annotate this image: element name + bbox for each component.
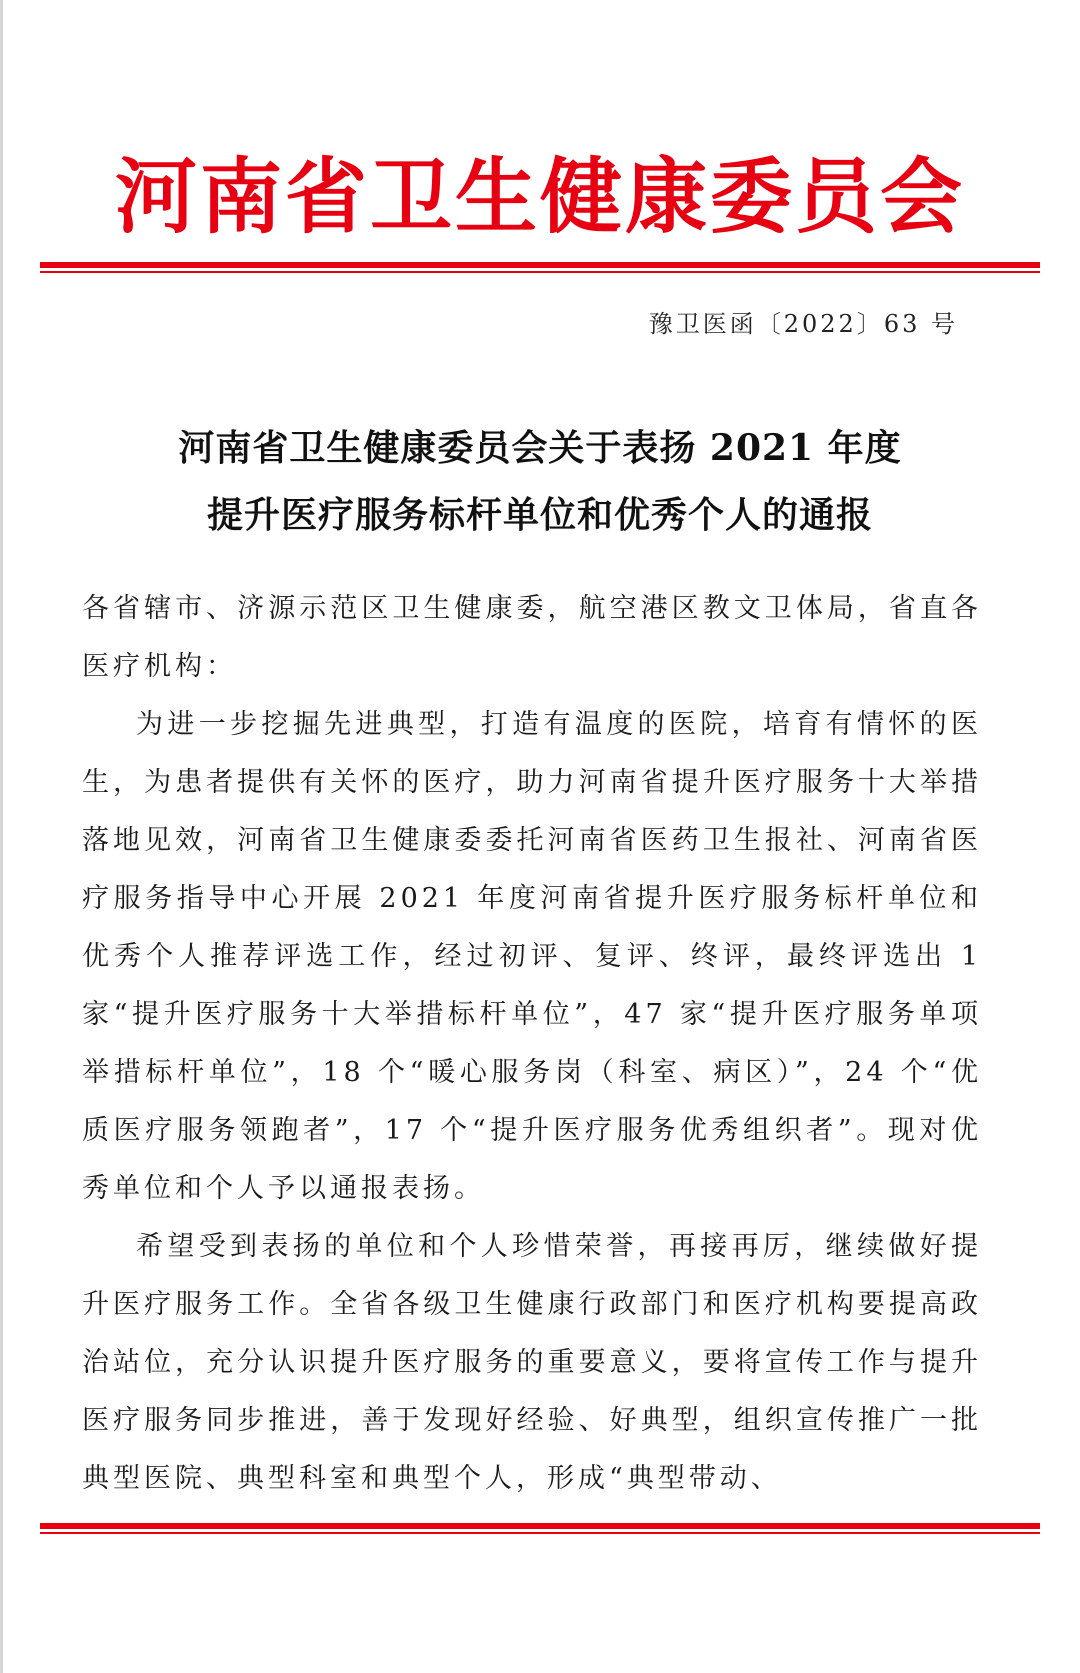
document-body bbox=[82, 580, 982, 1508]
addressee: 各省辖市、济源示范区卫生健康委，航空港区教文卫体局，省直各医疗机构： bbox=[82, 593, 982, 682]
footer-rule-thick-line bbox=[40, 1523, 1040, 1529]
header-rule-thin-line bbox=[40, 271, 1040, 273]
document-number: 豫卫医函〔2022〕63 号 bbox=[648, 310, 958, 338]
document-title-line-1: 河南省卫生健康委员会关于表扬 2021 年度 bbox=[178, 427, 902, 469]
body-paragraph-1: 为进一步挖掘先进典型，打造有温度的医院，培育有情怀的医生，为患者提供有关怀的医疗，助力河南省提升医疗服务十大举措落地见效，河南省卫生健康委委托河南省医药卫生报社、河南省医疗服务指导中心开展 2021 年度河南省提升医疗服务标杆单位和优秀个人推荐评选工作，经过初评、复评、终评，最终评选出 1 家“提升医疗服务十大举措标杆单位”，47 家“提升医疗服务单项举措标杆单位”，18 个“暖心服务岗（科室、病区）”，24 个“优质医疗服务领跑者”，17 个“提升医疗服务优秀组织者”。现对优秀单位和个人予以通报表扬。 bbox=[82, 709, 982, 1204]
page-edge bbox=[0, 0, 3, 1673]
header-red-rule bbox=[40, 262, 1040, 273]
footer-red-rule bbox=[40, 1523, 1040, 1534]
masthead-title: 河南省卫生健康委员会 bbox=[114, 150, 965, 245]
header-rule-thick-line bbox=[40, 262, 1040, 268]
footer-rule-thin-line bbox=[40, 1532, 1040, 1534]
document-title-line-2: 提升医疗服务标杆单位和优秀个人的通报 bbox=[206, 494, 873, 536]
body-paragraph-2: 希望受到表扬的单位和个人珍惜荣誉，再接再厉，继续做好提升医疗服务工作。全省各级卫生健康行政部门和医疗机构要提高政治站位，充分认识提升医疗服务的重要意义，要将宣传工作与提升医疗服务同步推进，善于发现好经验、好典型，组织宣传推广一批典型医院、典型科室和典型个人，形成“典型带动、 bbox=[82, 1231, 982, 1494]
